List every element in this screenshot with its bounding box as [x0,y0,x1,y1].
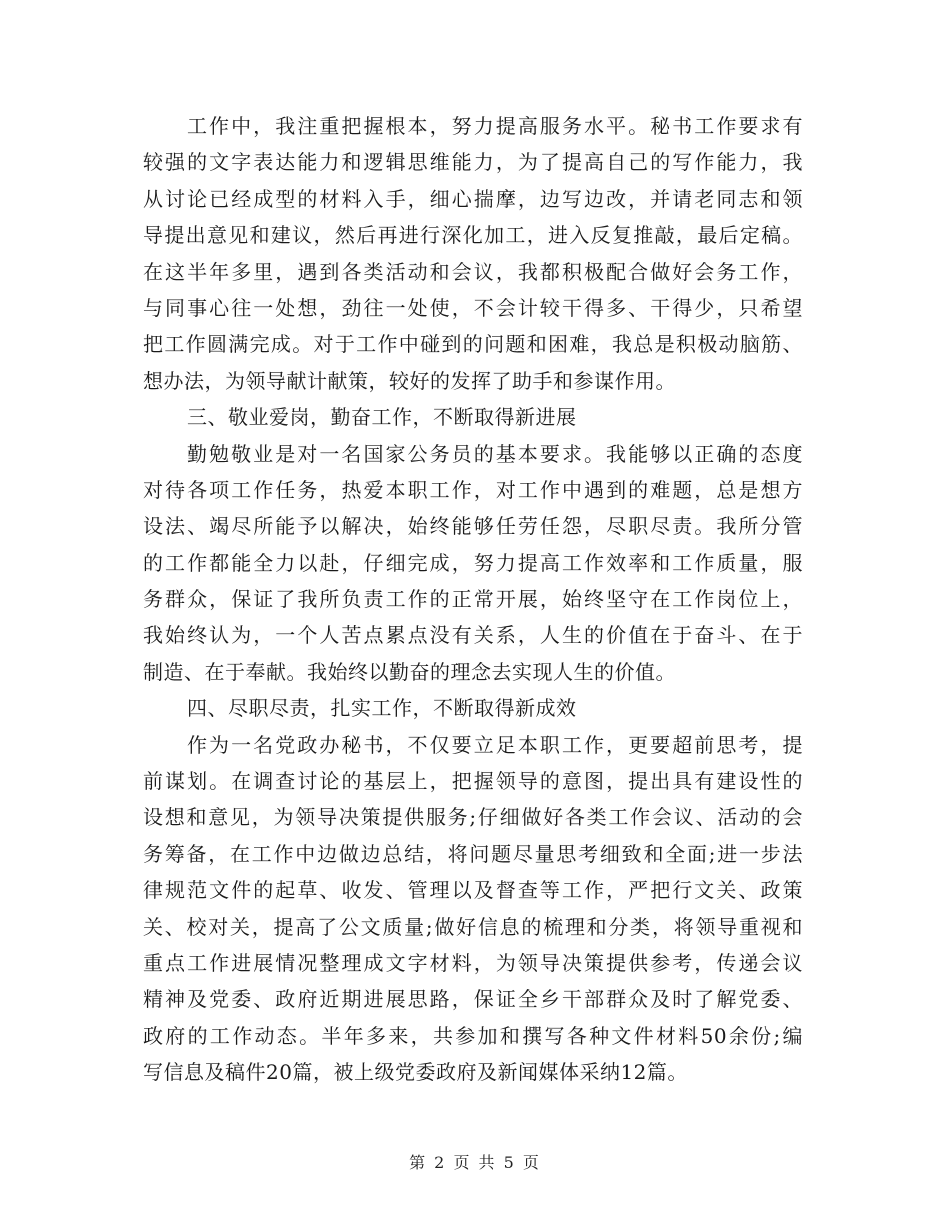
heading-text: 三、敬业爱岗，勤奋工作，不断取得新进展 [187,405,577,430]
text-line: 工作中，我注重把握根本，努力提高服务水平。秘书工作要求有 [187,114,803,138]
text-line: 务群众，保证了我所负责工作的正常开展，始终坚守在工作岗位上， [143,587,803,612]
text-line: 从讨论已经成型的材料入手，细心揣摩，边写边改，并请老同志和领 [143,186,803,211]
text-line: 我始终认为，一个人苦点累点没有关系，人生的价值在于奋斗、在于 [143,623,803,648]
text-line: 在这半年多里，遇到各类活动和会议，我都积极配合做好会务工作， [143,259,803,284]
text-line: 写信息及稿件20篇，被上级党委政府及新闻媒体采纳12篇。 [143,1060,688,1085]
text-line: 勤勉敬业是对一名国家公务员的基本要求。我能够以正确的态度 [187,441,803,466]
text-line: 把工作圆满完成。对于工作中碰到的问题和困难，我总是积极动脑筋、 [143,332,803,357]
page-number-footer: 第 2 页 共 5 页 [409,1153,541,1172]
heading-text: 四、尽职尽责，扎实工作，不断取得新成效 [187,696,577,721]
section-heading-4 [143,690,803,726]
text-line: 律规范文件的起草、收发、管理以及督查等工作，严把行文关、政策 [143,878,803,903]
text-line: 务筹备，在工作中边做边总结，将问题尽量思考细致和全面;进一步法 [143,841,803,866]
text-line: 想办法，为领导献计献策，较好的发挥了助手和参谋作用。 [143,368,676,393]
text-line: 重点工作进展情况整理成文字材料，为领导决策提供参考，传递会议 [143,950,803,975]
text-line: 政府的工作动态。半年多来，共参加和撰写各种文件材料50余份;编 [143,1023,803,1048]
text-line: 较强的文字表达能力和逻辑思维能力，为了提高自己的写作能力，我 [143,150,803,175]
text-line: 对待各项工作任务，热爱本职工作，对工作中遇到的难题，总是想方 [143,477,803,502]
text-line: 设法、竭尽所能予以解决，始终能够任劳任怨，尽职尽责。我所分管 [143,514,803,539]
text-line: 设想和意见，为领导决策提供服务;仔细做好各类工作会议、活动的会 [143,805,803,830]
text-line: 的工作都能全力以赴，仔细完成，努力提高工作效率和工作质量，服 [143,550,803,575]
section-heading-3 [143,399,803,435]
text-line: 精神及党委、政府近期进展思路，保证全乡干部群众及时了解党委、 [143,987,803,1012]
text-line: 导提出意见和建议，然后再进行深化加工，进入反复推敲，最后定稿。 [143,223,803,248]
text-line: 关、校对关，提高了公文质量;做好信息的梳理和分类，将领导重视和 [143,914,803,939]
text-line: 前谋划。在调查讨论的基层上，把握领导的意图，提出具有建设性的 [143,769,803,794]
text-line: 制造、在于奉献。我始终以勤奋的理念去实现人生的价值。 [143,659,676,684]
text-line: 作为一名党政办秘书，不仅要立足本职工作，更要超前思考，提 [187,732,803,757]
paragraph-secretary-duties [143,727,803,1091]
document-body [143,108,803,1091]
text-line: 与同事心往一处想，劲往一处使，不会计较干得多、干得少，只希望 [143,295,803,320]
paragraph-dedication [143,436,803,691]
paragraph-work-quality [143,108,803,399]
